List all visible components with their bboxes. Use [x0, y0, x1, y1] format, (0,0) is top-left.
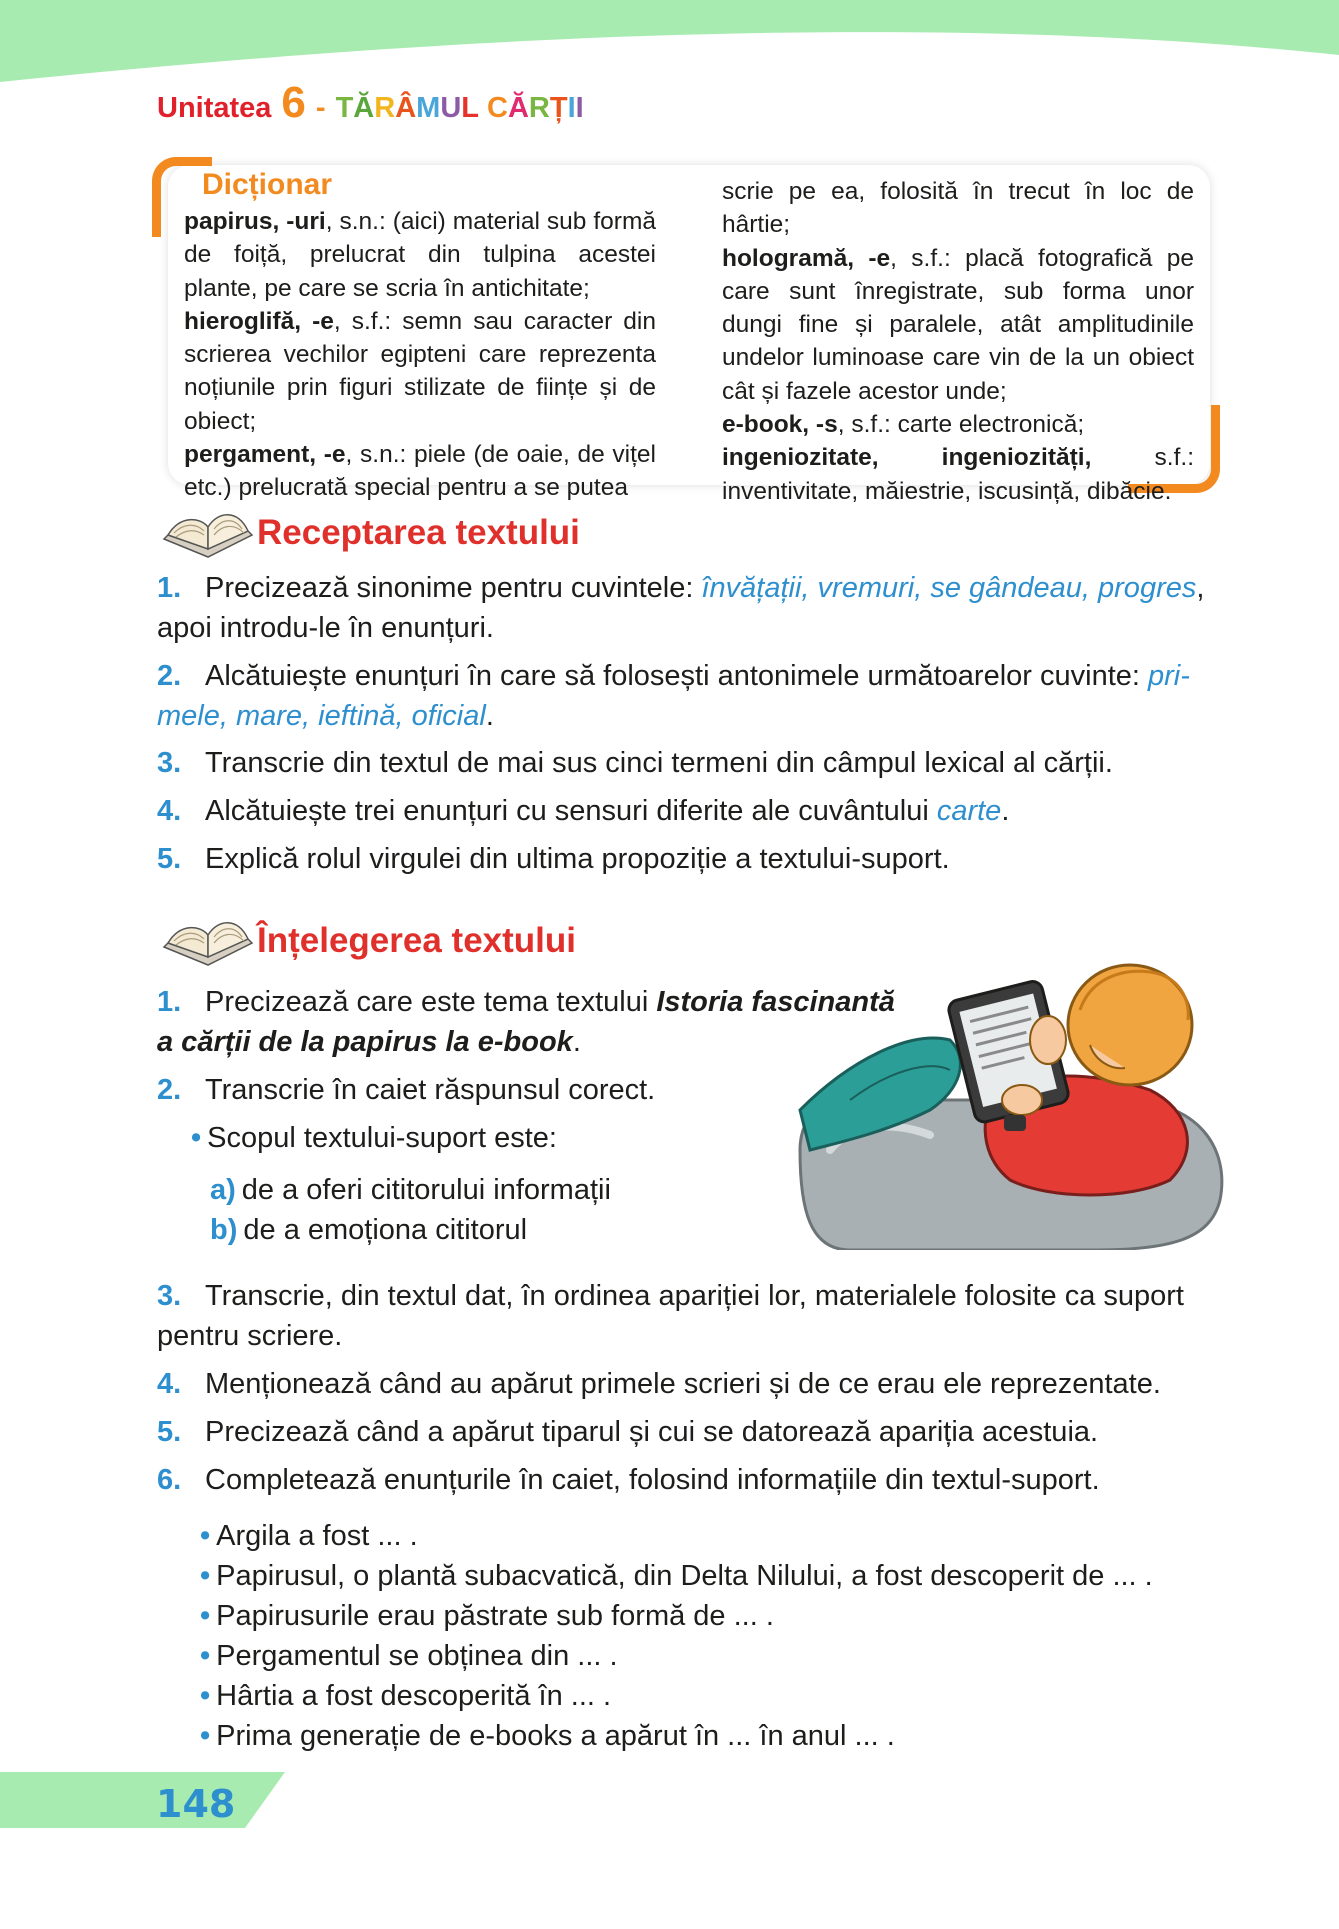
- item-text: Explică rolul virgulei din ultima propoziție a textului-suport.: [205, 843, 950, 875]
- option-text: de a oferi cititorului informații: [241, 1174, 611, 1206]
- unit-dash: -: [315, 92, 326, 124]
- bullet-text: Scopul textului-suport este:: [207, 1122, 557, 1154]
- item-text: Alcătuiește trei enunțuri cu sensuri diferite ale cuvântului: [205, 795, 937, 827]
- item-text: Precizează sinonime pentru cuvintele:: [205, 572, 702, 604]
- item-number: 2.: [157, 660, 182, 692]
- item-number: 4.: [157, 795, 182, 827]
- title-letter: Ă: [353, 92, 375, 124]
- intelegere-item-4: [157, 1364, 1223, 1404]
- fill-in-text: Hârtia a fost descoperită în ... .: [216, 1680, 612, 1712]
- dictionary-definition: , s.n.: piele (de oaie, de vițel etc.) prelucrată special pentru a se putea: [184, 441, 656, 502]
- title-letter: C: [487, 92, 508, 124]
- item-highlight: carte: [936, 795, 1002, 827]
- intelegere-item-3: [157, 1276, 1223, 1356]
- item-text: Transcrie în caiet răspunsul corect.: [205, 1074, 656, 1106]
- boy-reading-ebook-illustration: [790, 950, 1230, 1250]
- item-text-end: .: [1001, 795, 1010, 827]
- bullet-dot: •: [200, 1640, 211, 1672]
- bullet-dot: •: [200, 1600, 211, 1632]
- fill-in-item: [200, 1716, 895, 1756]
- option-b: [210, 1210, 527, 1250]
- page-number: 148: [156, 1782, 236, 1826]
- unit-number: 6: [281, 78, 306, 127]
- item-number: 5.: [157, 843, 182, 875]
- dictionary-entry: [184, 438, 656, 505]
- dictionary-entry: [722, 441, 1194, 508]
- unit-label: Unitatea: [157, 92, 272, 124]
- item-text-end: , apoi introdu-le în enunțuri.: [157, 572, 1205, 644]
- intelegere-item-2-bullet: [191, 1118, 557, 1158]
- open-book-icon: [160, 913, 256, 969]
- fill-in-item: [200, 1556, 1153, 1596]
- receptare-item-1: [157, 568, 1223, 648]
- title-letter: R: [528, 92, 550, 124]
- item-text-end: .: [485, 700, 494, 732]
- item-text: Precizează care este tema textului: [205, 986, 657, 1018]
- item-text: Transcrie, din textul dat, în ordinea apariției lor, materialele folosite ca suport pentru scriere.: [157, 1280, 1184, 1352]
- fill-in-item: [200, 1596, 774, 1636]
- receptare-item-3: [157, 743, 1223, 783]
- dictionary-definition: , s.n.: (aici) material sub formă de foiță, prelucrat din tulpina acestei plante, pe care se scria în antichitate;: [184, 208, 656, 302]
- bullet-dot: •: [200, 1680, 211, 1712]
- dictionary-entry: [722, 242, 1194, 408]
- receptare-item-4: [157, 791, 1223, 831]
- title-letter: R: [374, 92, 396, 124]
- title-letter: Â: [395, 92, 417, 124]
- option-letter: a): [210, 1174, 236, 1206]
- unit-header: [157, 78, 584, 128]
- receptare-item-5: [157, 839, 1223, 879]
- section-receptare-heading: [160, 505, 860, 565]
- dictionary-column-right: [722, 175, 1194, 508]
- title-letter: Ț: [549, 92, 568, 124]
- dictionary-definition: scrie pe ea, folosită în trecut în loc de hârtie;: [722, 178, 1194, 239]
- fill-in-text: Papirusurile erau păstrate sub formă de ... .: [216, 1600, 774, 1632]
- option-text: de a emoționa cititorul: [243, 1214, 528, 1246]
- intelegere-item-2: [157, 1070, 817, 1110]
- title-letter: T: [335, 92, 354, 124]
- top-green-band: [0, 0, 1339, 90]
- dictionary-term: papirus, -uri: [184, 208, 326, 235]
- fill-in-text: Argila a fost ... .: [216, 1520, 418, 1552]
- dictionary-term: pergament, -e: [184, 441, 346, 469]
- dictionary-definition: s.f.: inventivitate, măiestrie, iscusință, dibăcie.: [722, 444, 1194, 505]
- fill-in-text: Prima generație de e-books a apărut în ... în anul ... .: [216, 1720, 895, 1752]
- dictionary-term: hologramă, -e: [722, 244, 891, 272]
- page-number-band: [0, 1772, 290, 1828]
- item-number: 3.: [157, 747, 182, 779]
- dictionary-entry: [184, 305, 656, 438]
- fill-in-item: [200, 1676, 611, 1716]
- item-text: Menționează când au apărut primele scrieri și de ce erau ele reprezentate.: [205, 1368, 1161, 1400]
- title-letter: L: [461, 92, 479, 124]
- dictionary-column-left: [184, 205, 656, 505]
- fill-in-item: [200, 1516, 418, 1556]
- fill-in-text: Pergamentul se obținea din ... .: [216, 1640, 618, 1672]
- item-number: 3.: [157, 1280, 182, 1312]
- item-highlight: învățații, vremuri, se gândeau, progres: [701, 572, 1197, 604]
- section-intelegere-title: Înțelegerea textului: [257, 921, 576, 960]
- item-text: Alcătuiește enunțuri în care să folosești antonimele următoarelor cuvinte:: [205, 660, 1148, 692]
- item-text: Precizează când a apărut tiparul și cui se datorează apariția acestuia.: [205, 1416, 1099, 1448]
- item-number: 2.: [157, 1074, 182, 1106]
- dictionary-definition: , s.f.: carte electronică;: [837, 411, 1085, 439]
- item-text: Completează enunțurile în caiet, folosind informațiile din textul-suport.: [205, 1464, 1100, 1496]
- item-number: 1.: [157, 986, 182, 1018]
- bullet-dot: •: [191, 1122, 202, 1154]
- option-a: [210, 1170, 611, 1210]
- bullet-dot: •: [200, 1520, 211, 1552]
- title-letter: Ă: [507, 92, 529, 124]
- item-text-end: .: [572, 1026, 581, 1058]
- fill-in-text: Papirusul, o plantă subacvatică, din Delta Nilului, a fost descoperit de ... .: [216, 1560, 1153, 1592]
- dictionary-term: ingeniozitate, ingeniozități,: [722, 444, 1092, 472]
- dictionary-term: e-book, -s: [722, 411, 838, 439]
- section-receptare-title: Receptarea textului: [257, 513, 580, 552]
- intelegere-item-5: [157, 1412, 1223, 1452]
- dictionary-entry: [722, 175, 1194, 242]
- dictionary-definition: , s.f.: placă fotografică pe care sunt înregistrate, sub forma unor dungi fine și paralele, atât amplitudinile undelor luminoase care vin de la un obiect cât și fazele acestor unde;: [722, 244, 1194, 405]
- item-highlight: pri-mele, mare, ieftină, oficial: [157, 660, 1190, 732]
- item-number: 1.: [157, 572, 182, 604]
- item-number: 6.: [157, 1464, 182, 1496]
- title-letter: U: [440, 92, 462, 124]
- title-letter: I: [575, 92, 584, 124]
- item-book-title: Istoria fascinantă: [656, 986, 895, 1018]
- unit-title: [336, 92, 584, 125]
- open-book-icon: [160, 505, 256, 561]
- bullet-dot: •: [200, 1560, 211, 1592]
- dictionary-entry: [184, 205, 656, 305]
- receptare-item-2: [157, 656, 1223, 736]
- title-letter: I: [567, 92, 576, 124]
- item-text: Transcrie din textul de mai sus cinci termeni din câmpul lexical al cărții.: [205, 747, 1113, 779]
- title-letter: M: [416, 92, 441, 124]
- dictionary-term: hieroglifă, -e: [184, 307, 334, 335]
- item-number: 4.: [157, 1368, 182, 1400]
- dictionary-entry: [722, 408, 1194, 441]
- option-letter: b): [210, 1214, 238, 1246]
- bullet-dot: •: [200, 1720, 211, 1752]
- intelegere-item-6: [157, 1460, 1223, 1500]
- item-number: 5.: [157, 1416, 182, 1448]
- fill-in-item: [200, 1636, 618, 1676]
- dictionary-definition: , s.f.: semn sau caracter din scrierea vechilor egipteni care reprezenta noțiunile prin figuri stilizate de ființe și de obiect;: [184, 307, 656, 435]
- section-intelegere-heading: [160, 913, 860, 973]
- item-book-title-cont: a cărții de la papirus la e-book: [157, 1026, 573, 1058]
- dictionary-title: Dicționar: [202, 168, 333, 201]
